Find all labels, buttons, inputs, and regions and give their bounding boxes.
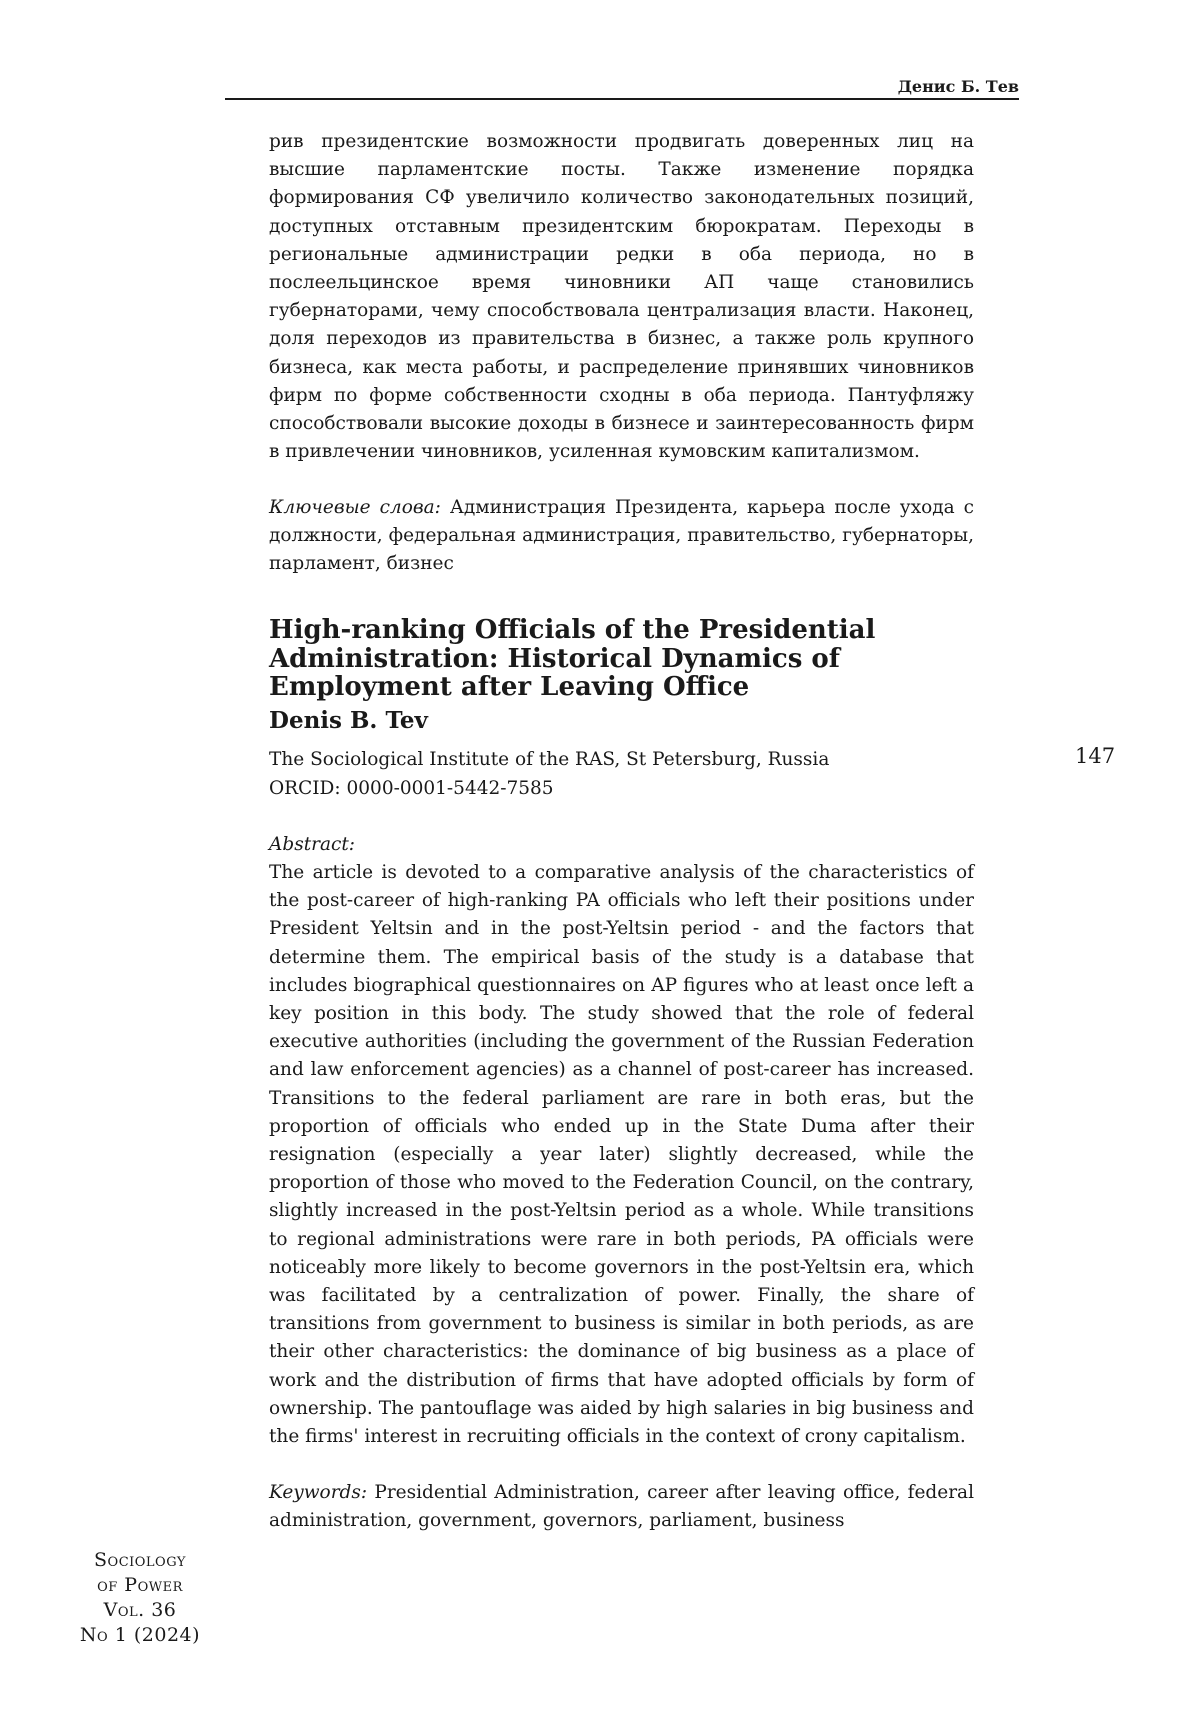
english-title: High-ranking Officials of the Presidential Administration: Historical Dynamics of Employment after Leaving Office bbox=[269, 615, 876, 702]
journal-volume: Vol. 36 bbox=[103, 1599, 177, 1621]
affiliation: The Sociological Institute of the RAS, St Petersburg, Russia bbox=[269, 749, 830, 770]
journal-info bbox=[60, 1548, 220, 1648]
russian-keywords-label: Ключевые слова: bbox=[269, 497, 441, 518]
journal-issue: No 1 (2024) bbox=[79, 1624, 201, 1646]
english-keywords-text: Presidential Administration, career after leaving office, federal administration, government, governors, parliament, business bbox=[269, 1482, 974, 1532]
journal-name-line1: Sociology bbox=[94, 1549, 186, 1571]
russian-keywords-text: Администрация Президента, карьера после ухода с должности, федеральная администрация, правительство, губернаторы, парламент, бизнес bbox=[269, 497, 974, 575]
abstract-label: Abstract: bbox=[269, 834, 356, 855]
english-abstract: The article is devoted to a comparative analysis of the characteristics of the post-career of high-ranking PA officials who left their positions under President Yeltsin and in the post-Yeltsin period - and the factors that determine them. The empirical basis of the study is a database that includes biographical questionnaires on AP figures who at least once left a key position in this body. The study showed that the role of federal executive authorities (including the government of the Russian Federation and law enforcement agencies) as a channel of post-career has increased. Transitions to the federal parliament are rare in both eras, but the proportion of officials who ended up in the State Duma after their resignation (especially a year later) slightly decreased, while the proportion of those who moved to the Federation Council, on the contrary, slightly increased in the post-Yeltsin period as a whole. While transitions to regional administrations were rare in both periods, PA officials were noticeably more likely to become governors in the post-Yeltsin era, which was facilitated by a centralization of power. Finally, the share of transitions from government to business is similar in both periods, as are their other characteristics: the dominance of big business as a place of work and the distribution of firms that have adopted officials by form of ownership. The pantouflage was aided by high salaries in big business and the firms' interest in recruiting officials in the context of crony capitalism. bbox=[269, 862, 974, 1448]
english-keywords-label: Keywords: bbox=[269, 1482, 368, 1503]
page-number: 147 bbox=[1075, 744, 1116, 768]
journal-name-line2: of Power bbox=[97, 1574, 183, 1596]
russian-abstract-tail: рив президентские возможности продвигать доверенных лиц на высшие парламентские посты. Также изменение порядка формирования СФ увеличило количество законодательных позиций, доступных отставным президентским бюрократам. Переходы в региональные администрации редки в оба периода, но в послеельцинское время чиновники АП чаще становились губернаторами, чему способствовала централизация власти. Наконец, доля переходов из правительства в бизнес, а также роль крупного бизнеса, как места работы, и распределение принявших чиновников фирм по форме собственности сходны в оба периода. Пантуфляжу способствовали высокие доходы в бизнесе и заинтересованность фирм в привлечении чиновников, усиленная кумовским капитализмом. bbox=[269, 131, 974, 463]
orcid: ORCID: 0000-0001-5442-7585 bbox=[269, 777, 554, 799]
russian-keywords bbox=[269, 494, 974, 579]
header-rule bbox=[225, 98, 1019, 100]
english-author: Denis B. Tev bbox=[269, 707, 428, 734]
running-header-author: Денис Б. Тев bbox=[897, 77, 1019, 96]
affiliation-block bbox=[269, 746, 974, 803]
english-keywords bbox=[269, 1479, 974, 1535]
